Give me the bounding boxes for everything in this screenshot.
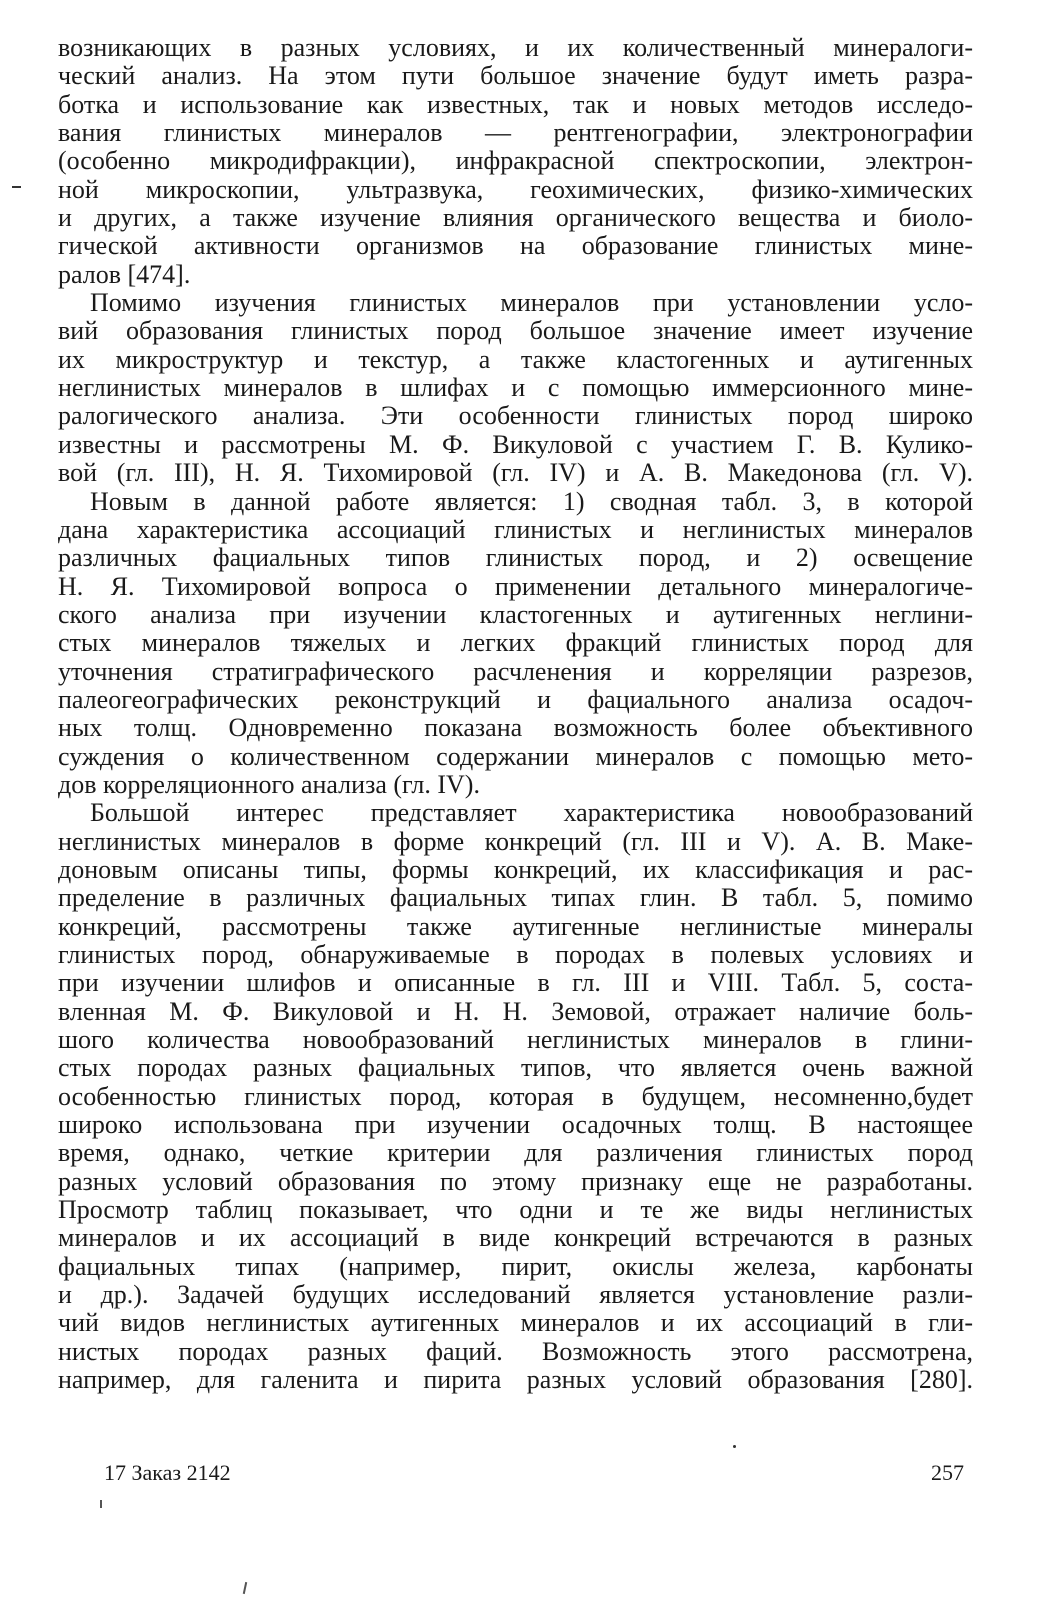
- text-line: разных условий образования по этому признаку еще не разработаны.: [58, 1167, 973, 1196]
- text-line: гической активности организмов на образование глинистых мине-: [58, 232, 973, 261]
- text-line: стых минералов тяжелых и легких фракций глинистых пород для: [58, 629, 973, 658]
- text-line: суждения о количественном содержании минералов с помощью мето-: [58, 742, 973, 771]
- text-line: Большой интерес представляет характеристика новообразований: [90, 799, 973, 828]
- text-line: время, однако, четкие критерии для различения глинистых пород: [58, 1139, 973, 1168]
- text-line: их микроструктур и текстур, а также кластогенных и аутигенных: [58, 345, 973, 374]
- text-line: минералов и их ассоциаций в виде конкреций встречаются в разных: [58, 1224, 973, 1253]
- text-line: палеогеографических реконструкций и фациального анализа осадоч-: [58, 685, 973, 714]
- text-line: Просмотр таблиц показывает, что одни и те же виды неглинистых: [58, 1196, 973, 1225]
- text-line: различных фациальных типов глинистых пород, и 2) освещение: [58, 544, 973, 573]
- text-line: стых породах разных фациальных типов, что является очень важной: [58, 1054, 973, 1083]
- text-line: ралов [474].: [58, 260, 191, 289]
- text-line: и других, а также изучение влияния органического вещества и биоло-: [58, 204, 973, 233]
- text-line: доновым описаны типы, формы конкреций, их классификация и рас-: [58, 855, 973, 884]
- text-line: (особенно микродифракции), инфракрасной спектроскопии, электрон-: [58, 147, 973, 176]
- text-line: глинистых пород, обнаруживаемые в породах в полевых условиях и: [58, 941, 973, 969]
- text-line: Новым в данной работе является: 1) сводная табл. 3, в которой: [90, 487, 973, 516]
- text-line: чий видов неглинистых аутигенных минералов и их ассоциаций в гли-: [58, 1309, 973, 1338]
- text-line: ского анализа при изучении кластогенных и аутигенных неглини-: [58, 600, 973, 629]
- text-line: известны и рассмотрены М. Ф. Викуловой с участием Г. В. Кулико-: [58, 430, 973, 459]
- print-speck: [733, 1445, 736, 1448]
- text-line: конкреций, рассмотрены также аутигенные неглинистые минералы: [58, 912, 973, 941]
- text-line: вой (гл. III), Н. Я. Тихомировой (гл. IV) и А. В. Македонова (гл. V).: [58, 459, 973, 488]
- text-line: дов корреляционного анализа (гл. IV).: [58, 770, 480, 799]
- text-line: уточнения стратиграфического расчленения и корреляции разрезов,: [58, 657, 973, 686]
- text-line: Н. Я. Тихомировой вопроса о применении детального минералогиче-: [58, 572, 973, 601]
- text-line: особенностью глинистых пород, которая в будущем, несомненно,будет: [58, 1082, 973, 1111]
- text-line: неглинистых минералов в форме конкреций (гл. III и V). А. В. Маке-: [58, 827, 973, 856]
- text-line: дана характеристика ассоциаций глинистых и неглинистых минералов: [58, 515, 973, 544]
- text-line: и др.). Задачей будущих исследований является установление разли-: [58, 1281, 973, 1310]
- printer-signature: 17 Заказ 2142: [104, 1460, 231, 1485]
- text-line: шого количества новообразований неглинистых минералов в глини-: [58, 1026, 973, 1055]
- text-line: неглинистых минералов в шлифах и с помощью иммерсионного мине-: [58, 374, 973, 403]
- page-number: 257: [931, 1460, 964, 1485]
- text-line: ралогического анализа. Эти особенности глинистых пород широко: [58, 402, 973, 431]
- text-line: при изучении шлифов и описанные в гл. III и VIII. Табл. 5, соста-: [58, 969, 973, 998]
- text-line: широко использована при изучении осадочных толщ. В настоящее: [58, 1111, 973, 1140]
- text-line: возникающих в разных условиях, и их количественный минералоги-: [58, 34, 973, 62]
- text-line: ботка и использование как известных, так и новых методов исследо-: [58, 90, 973, 119]
- margin-dash-mark: [12, 186, 21, 188]
- text-line: ной микроскопии, ультразвука, геохимических, физико-химических: [58, 175, 973, 204]
- text-line: например, для галенита и пирита разных условий образования [280].: [58, 1366, 973, 1395]
- text-line: вания глинистых минералов — рентгенографии, электронографии: [58, 119, 973, 148]
- text-line: фациальных типах (например, пирит, окислы железа, карбонаты: [58, 1252, 973, 1281]
- text-line: нистых породах разных фаций. Возможность этого рассмотрена,: [58, 1337, 973, 1366]
- text-line: вий образования глинистых пород большое значение имеет изучение: [58, 317, 973, 346]
- text-line: вленная М. Ф. Викуловой и Н. Н. Земовой, отражает наличие боль-: [58, 997, 973, 1026]
- print-speck: [100, 1500, 102, 1508]
- page-body: [58, 34, 973, 1395]
- text-line: Помимо изучения глинистых минералов при установлении усло-: [90, 289, 973, 318]
- print-speck: [243, 1582, 247, 1594]
- text-line: ческий анализ. На этом пути большое значение будут иметь разра-: [58, 62, 973, 91]
- text-line: пределение в различных фациальных типах глин. В табл. 5, помимо: [58, 884, 973, 913]
- text-line: ных толщ. Одновременно показана возможность более объективного: [58, 714, 973, 743]
